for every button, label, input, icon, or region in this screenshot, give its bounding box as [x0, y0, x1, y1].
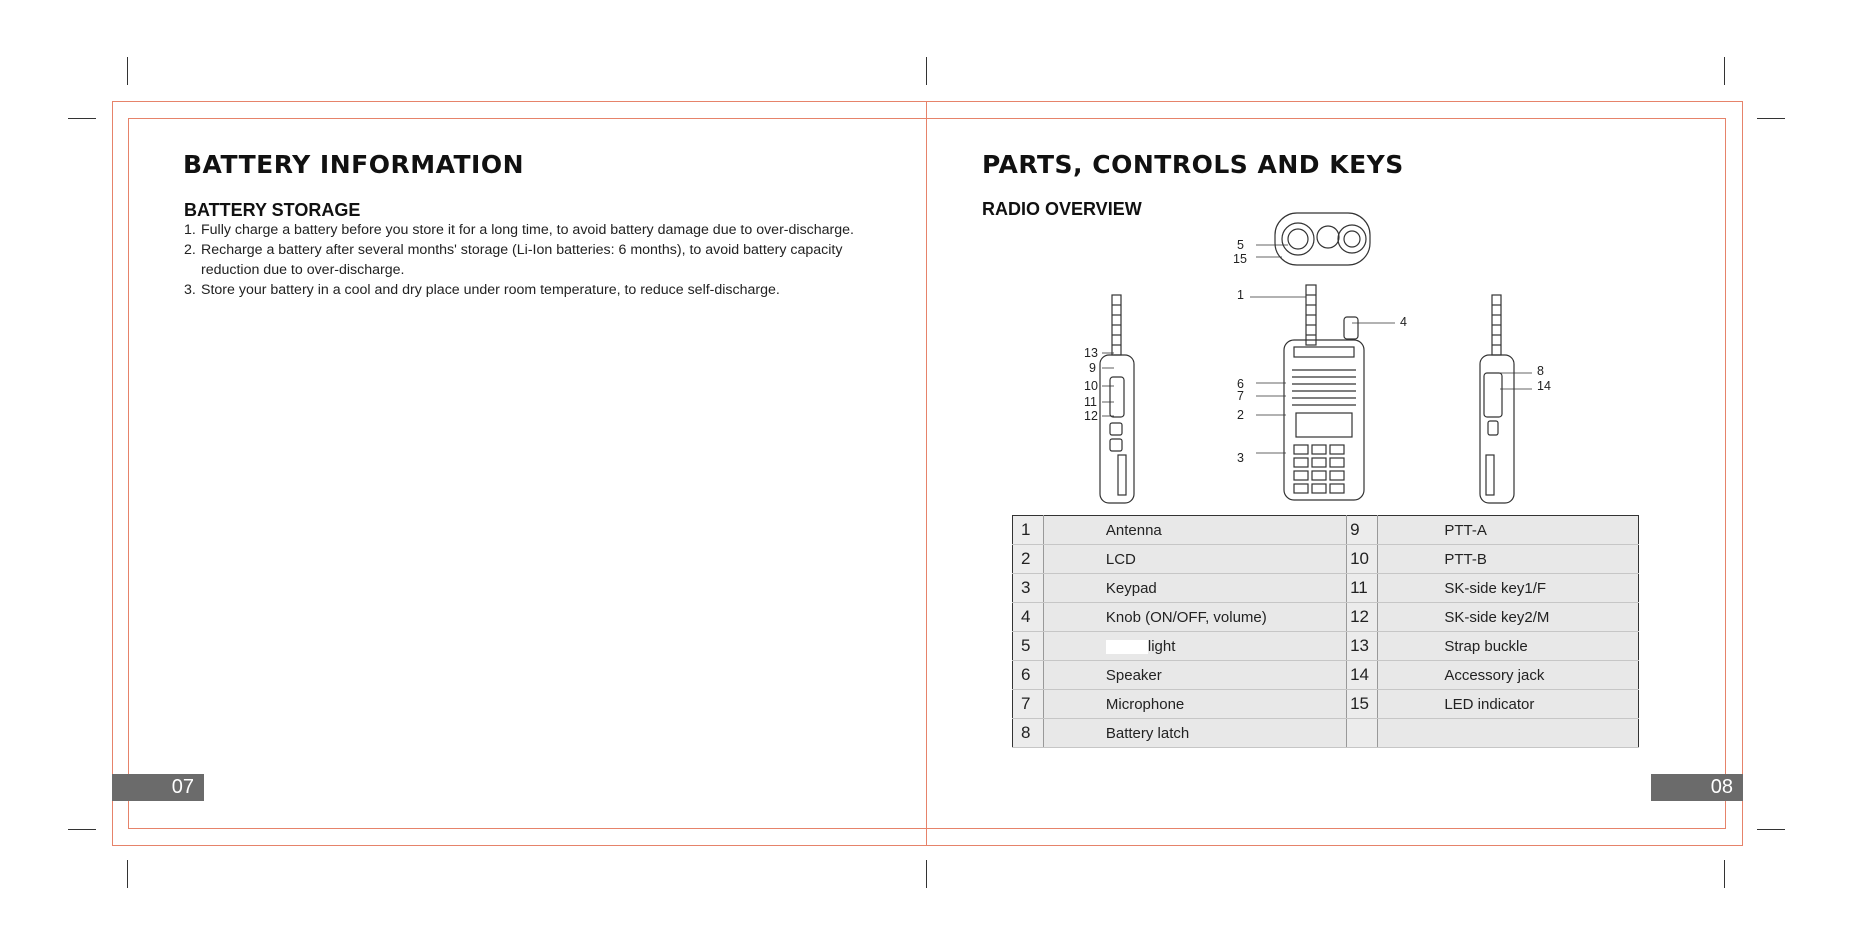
table-cell: Accessory jack [1378, 661, 1639, 690]
table-cell-text: light [1147, 637, 1176, 655]
crop-mark [127, 57, 128, 85]
table-cell: Knob (ON/OFF, volume) [1043, 603, 1346, 632]
table-cell: 6 [1013, 661, 1044, 690]
page-number-tab: 07 [112, 774, 204, 801]
redaction-block [1106, 640, 1148, 654]
table-cell: 3 [1013, 574, 1044, 603]
battery-storage-list [184, 220, 884, 300]
crop-mark [1757, 829, 1785, 830]
table-cell: 4 [1013, 603, 1044, 632]
crop-mark [127, 860, 128, 888]
table-cell: 1 [1013, 516, 1044, 545]
callout-label: 9 [1089, 361, 1096, 375]
table-cell: Speaker [1043, 661, 1346, 690]
callout-label: 7 [1237, 389, 1244, 403]
table-row [1013, 603, 1639, 632]
page-title: PARTS, CONTROLS AND KEYS [982, 150, 1404, 179]
table-cell: 13 [1347, 632, 1378, 661]
crop-mark [68, 118, 96, 119]
table-cell: 9 [1347, 516, 1378, 545]
radio-front-view [1284, 285, 1364, 500]
table-cell: 2 [1013, 545, 1044, 574]
item-number: 1. [184, 222, 196, 238]
callout-label: 12 [1084, 409, 1098, 423]
callout-label: 15 [1233, 252, 1247, 266]
table-cell: Antenna [1043, 516, 1346, 545]
table-cell: 15 [1347, 690, 1378, 719]
table-cell: PTT-A [1378, 516, 1639, 545]
crop-mark [926, 57, 927, 85]
callout-label: 8 [1537, 364, 1544, 378]
callout-label: 4 [1400, 315, 1407, 329]
section-title: BATTERY STORAGE [184, 200, 361, 220]
item-text: Recharge a battery after several months' storage (Li-Ion batteries: 6 months), to avoid battery capacity reduction due to over-discharge. [201, 242, 843, 278]
table-cell: LCD [1043, 545, 1346, 574]
radio-left-side-view [1100, 295, 1134, 503]
callout-label: 3 [1237, 451, 1244, 465]
table-cell: 7 [1013, 690, 1044, 719]
table-cell: 12 [1347, 603, 1378, 632]
table-row [1013, 516, 1639, 545]
item-text: Fully charge a battery before you store it for a long time, to avoid battery damage due to over-discharge. [201, 222, 854, 238]
table-cell: PTT-B [1378, 545, 1639, 574]
item-text: Store your battery in a cool and dry place under room temperature, to reduce self-discharge. [201, 282, 780, 298]
crop-mark [926, 860, 927, 888]
crop-mark [1724, 57, 1725, 85]
callout-label: 14 [1537, 379, 1551, 393]
radio-top-view [1275, 213, 1370, 265]
table-cell: SK-side key2/M [1378, 603, 1639, 632]
parts-table [1012, 515, 1639, 748]
callout-leader-lines [1102, 245, 1532, 453]
table-cell: SK-side key1/F [1378, 574, 1639, 603]
list-item [184, 220, 884, 240]
table-cell: 5 [1013, 632, 1044, 661]
table-cell: Microphone [1043, 690, 1346, 719]
table-cell [1043, 632, 1346, 661]
radio-overview-illustration [1060, 205, 1580, 505]
item-number: 2. [184, 242, 196, 258]
table-cell [1347, 719, 1378, 748]
crop-mark [68, 829, 96, 830]
table-row [1013, 661, 1639, 690]
crop-mark [1724, 860, 1725, 888]
section-title: RADIO OVERVIEW [982, 199, 1142, 219]
table-cell: 8 [1013, 719, 1044, 748]
table-row [1013, 632, 1639, 661]
crop-mark [1757, 118, 1785, 119]
table-cell: Battery latch [1043, 719, 1346, 748]
table-row [1013, 690, 1639, 719]
table-row [1013, 574, 1639, 603]
table-row [1013, 545, 1639, 574]
page-title: BATTERY INFORMATION [183, 150, 525, 179]
table-cell: LED indicator [1378, 690, 1639, 719]
table-cell [1378, 719, 1639, 748]
table-cell: 10 [1347, 545, 1378, 574]
table-cell: Keypad [1043, 574, 1346, 603]
callout-label: 10 [1084, 379, 1098, 393]
radio-right-side-view [1480, 295, 1514, 503]
callout-label: 11 [1084, 395, 1097, 409]
page-number-tab: 08 [1651, 774, 1743, 801]
callout-label: 5 [1237, 238, 1244, 252]
list-item [184, 240, 884, 280]
callout-label: 1 [1237, 288, 1244, 302]
spine-line [926, 101, 927, 846]
callout-label: 6 [1237, 377, 1244, 391]
table-cell: Strap buckle [1378, 632, 1639, 661]
item-number: 3. [184, 282, 196, 298]
table-cell: 11 [1347, 574, 1378, 603]
callout-label: 2 [1237, 408, 1244, 422]
table-cell: 14 [1347, 661, 1378, 690]
table-row [1013, 719, 1639, 748]
callout-label: 13 [1084, 346, 1098, 360]
list-item [184, 280, 884, 300]
